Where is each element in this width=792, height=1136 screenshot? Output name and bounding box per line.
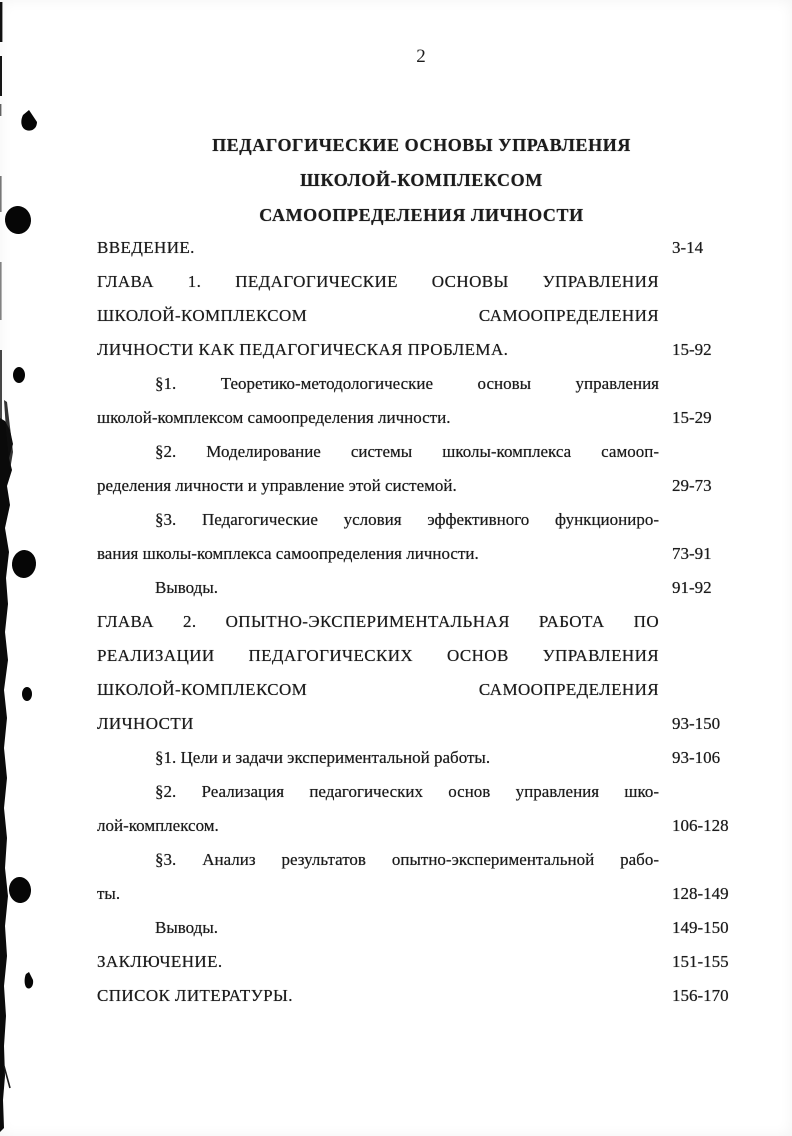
toc-entry-text: [97, 945, 659, 979]
page-number: 2: [416, 46, 427, 67]
scan-blob: [11, 549, 38, 579]
toc-line: Выводы.: [155, 578, 219, 597]
toc-entry-text: [97, 367, 659, 435]
toc-line: школой-комплексом самоопределения личности.: [97, 408, 451, 427]
toc-page-range: 15-92: [672, 340, 712, 359]
toc-entry: [97, 571, 746, 605]
toc-line: §1. Теоретико-методологические основы управления: [155, 374, 659, 393]
toc-line: лой-комплексом.: [97, 816, 219, 835]
toc-line: ШКОЛОЙ-КОМПЛЕКСОМ САМООПРЕДЕЛЕНИЯ: [97, 306, 659, 325]
scan-blob: [22, 687, 32, 701]
scan-artifacts: [0, 0, 60, 1136]
toc-entry-text: [97, 605, 659, 741]
binding-edge-line: [0, 418, 13, 1132]
toc-entry-text: [97, 979, 659, 1013]
toc-line: ЛИЧНОСТИ КАК ПЕДАГОГИЧЕСКАЯ ПРОБЛЕМА.: [97, 340, 509, 359]
toc-entry: [97, 367, 746, 435]
toc-entry: [97, 741, 746, 775]
toc-entry: [97, 911, 746, 945]
toc-line: ГЛАВА 1. ПЕДАГОГИЧЕСКИЕ ОСНОВЫ УПРАВЛЕНИЯ: [97, 272, 659, 291]
toc-line: §3. Анализ результатов опытно-экспериментальной рабо-: [155, 850, 659, 869]
toc-entry-text: [97, 265, 659, 367]
scan-blob: [21, 110, 37, 131]
toc-entry-text: [97, 503, 659, 571]
binding-edge-dash: [0, 104, 1, 116]
toc-page-range: 128-149: [672, 884, 729, 903]
toc-entry: [97, 435, 746, 503]
toc-line: ЗАКЛЮЧЕНИЕ.: [97, 952, 223, 971]
toc-page-range: 106-128: [672, 816, 729, 835]
toc-page-range: 149-150: [672, 918, 729, 937]
toc-line: §1. Цели и задачи экспериментальной работы.: [155, 748, 491, 767]
scan-blob: [25, 972, 34, 989]
binding-edge-dash: [0, 350, 2, 420]
toc-entry-text: [97, 231, 659, 265]
document-title: [97, 128, 746, 233]
title-line: ПЕДАГОГИЧЕСКИЕ ОСНОВЫ УПРАВЛЕНИЯ: [212, 135, 631, 155]
toc-page-range: 29-73: [672, 476, 712, 495]
toc-line: ВВЕДЕНИЕ.: [97, 238, 195, 257]
toc-page-range: 15-29: [672, 408, 712, 427]
toc-entry-text: [97, 911, 659, 945]
toc-entry: [97, 945, 746, 979]
toc-entry: [97, 503, 746, 571]
toc-page-range: 151-155: [672, 952, 729, 971]
toc-line: вания школы-комплекса самоопределения личности.: [97, 544, 479, 563]
toc-entry: [97, 231, 746, 265]
toc-line: §2. Реализация педагогических основ управления шко-: [155, 782, 659, 801]
toc-page-range: 3-14: [672, 238, 704, 257]
binding-edge-dash: [0, 2, 2, 42]
toc-line: ГЛАВА 2. ОПЫТНО-ЭКСПЕРИМЕНТАЛЬНАЯ РАБОТА ПО: [97, 612, 659, 631]
binding-edge-dash: [0, 56, 2, 96]
toc-line: ЛИЧНОСТИ: [97, 714, 194, 733]
toc-line: §2. Моделирование системы школы-комплекса самооп-: [155, 442, 659, 461]
scan-blob: [13, 367, 25, 383]
toc-entries: [97, 231, 746, 1013]
toc-entry: [97, 843, 746, 911]
title-line: ШКОЛОЙ-КОМПЛЕКСОМ: [300, 170, 543, 190]
toc-line: РЕАЛИЗАЦИИ ПЕДАГОГИЧЕСКИХ ОСНОВ УПРАВЛЕНИЯ: [97, 646, 659, 665]
toc-page-range: 93-106: [672, 748, 721, 767]
toc-entry-text: [97, 571, 659, 605]
binding-edge-dash: [0, 176, 2, 212]
toc-page-range: 93-150: [672, 714, 721, 733]
toc-line: СПИСОК ЛИТЕРАТУРЫ.: [97, 986, 293, 1005]
binding-edge-dash: [0, 262, 2, 320]
title-line: САМООПРЕДЕЛЕНИЯ ЛИЧНОСТИ: [259, 205, 584, 225]
toc-entry: [97, 605, 746, 741]
toc-line: ределения личности и управление этой системой.: [97, 476, 457, 495]
scan-scratch: [4, 1066, 10, 1088]
scan-blob: [3, 204, 33, 235]
toc-line: ты.: [97, 884, 121, 903]
toc-entry-text: [97, 741, 659, 775]
toc-entry-text: [97, 843, 659, 911]
toc-line: §3. Педагогические условия эффективного функциониро-: [155, 510, 659, 529]
toc-entry: [97, 265, 746, 367]
scan-blob: [8, 876, 32, 904]
toc-entry: [97, 775, 746, 843]
toc-entry-text: [97, 435, 659, 503]
toc-page-range: 73-91: [672, 544, 712, 563]
binding-edge-streak: [4, 400, 13, 470]
toc-line: Выводы.: [155, 918, 219, 937]
toc-page-range: 91-92: [672, 578, 712, 597]
toc-entry: [97, 979, 746, 1013]
toc-line: ШКОЛОЙ-КОМПЛЕКСОМ САМООПРЕДЕЛЕНИЯ: [97, 680, 659, 699]
toc-page-range: 156-170: [672, 986, 729, 1005]
toc-entry-text: [97, 775, 659, 843]
